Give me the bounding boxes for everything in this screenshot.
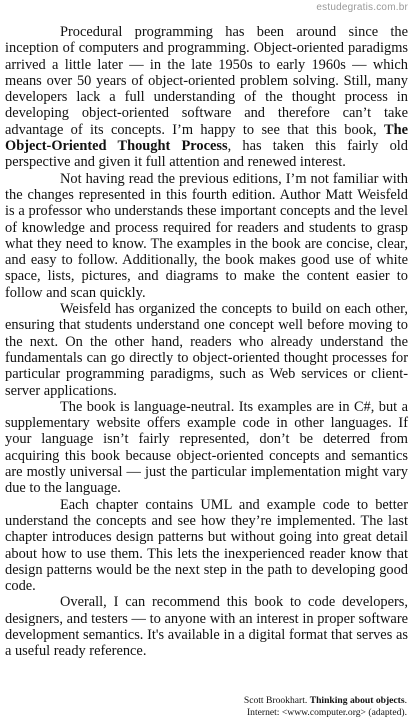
paragraph-1-text-start: Procedural programming has been around since the inception of computers and programming. Object-oriented paradigms arrived a little later — in the late 1950s to early 1960s — which means over 50 years of object-oriented problem solving. Still, many developers lack a full understanding of the thought process in developing object-oriented software and therefore can’t take advantage of its concepts. I’m happy to see that this book, [5,24,408,138]
paragraph-4: The book is language-neutral. Its examples are in C#, but a supplementary website offers example code in other languages. If your language isn’t fairly represented, don’t be deterred from acquiring this book because object-oriented concepts and semantics are mostly universal — just the particular implementation might vary due to the language. [5,398,408,497]
citation-title-suffix: . [404,695,407,706]
watermark: estudegratis.com.br [316,2,408,13]
citation-title: Thinking about objects [309,695,405,706]
paragraph-5: Each chapter contains UML and example code to better understand the concepts and see how they’re implemented. The last chapter introduces design patterns but without going into great detail about how to use them. This lets the inexperienced reader know that design patterns would be the next step in the path to developing good code. [5,496,408,595]
source-citation [244,695,407,718]
citation-author: Scott Brookhart. [243,695,308,706]
paragraph-1 [5,24,408,171]
citation-url: <www.computer.org> [281,706,366,718]
book-title: The Object-Oriented Thought Process [5,121,408,155]
article-body [5,24,408,660]
paragraph-1-text-end: , has taken this fairly old perspective and given it full attention and renewed interest. [5,138,408,171]
citation-note: (adapted). [368,706,407,718]
paragraph-3: Weisfeld has organized the concepts to build on each other, ensuring that students understand one concept well before moving to the next. On the other hand, readers who already understand the fundamentals can go directly to object-oriented thought processes for particular programming paradigms, such as Web services or client-server applications. [5,301,408,399]
paragraph-2: Not having read the previous editions, I’m not familiar with the changes represented in this fourth edition. Author Matt Weisfeld is a professor who understands these important concepts and the level of knowledge and process required for readers and students to grasp what they need to know. The examples in the book are concise, clear, and easy to follow. Additionally, the book makes good use of white space, lists, pictures, and diagrams to make the content easier to follow and scan quickly. [5,170,408,301]
citation-line-2 [244,707,407,719]
paragraph-6: Overall, I can recommend this book to code developers, designers, and testers — to anyone with an interest in proper software development semantics. It's available in a digital format that serves as a useful ready reference. [5,594,408,660]
citation-internet-label: Internet: [246,706,280,718]
citation-line-1 [244,695,407,707]
